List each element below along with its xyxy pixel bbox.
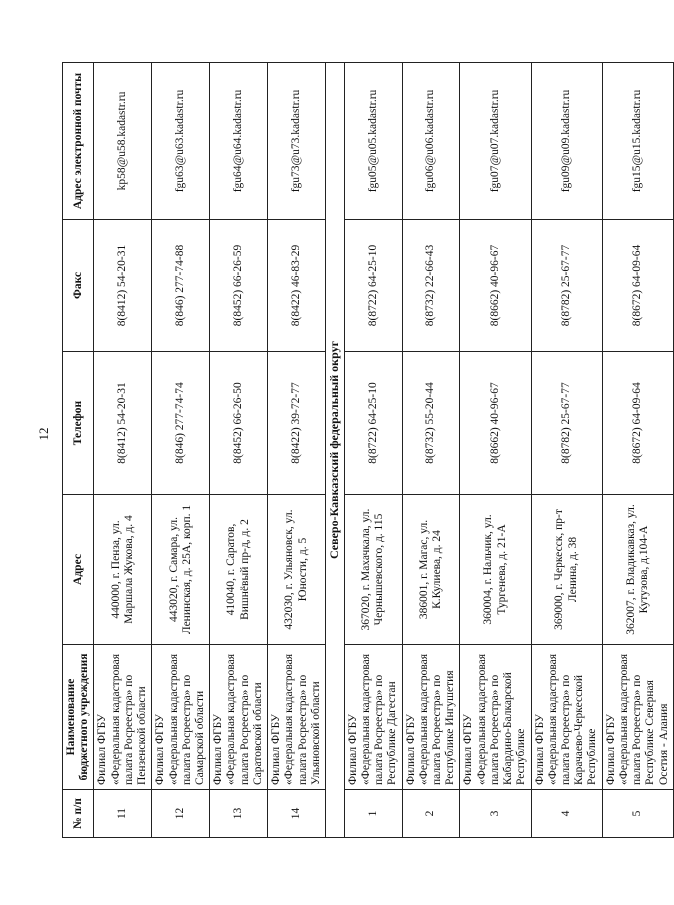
- row-number: 12: [152, 790, 210, 838]
- address: 367020, г. Махачкала, ул. Чернышевского, д. 115: [344, 495, 402, 645]
- phone: 8(8452) 66-26-50: [210, 352, 268, 495]
- table-row: [402, 63, 460, 838]
- address: 432030, г. Ульяновск, ул. Юности, д. 5: [268, 495, 326, 645]
- row-number: 13: [210, 790, 268, 838]
- table-row: [344, 63, 402, 838]
- phone: 8(8732) 55-20-44: [402, 352, 460, 495]
- institution-name: Филиал ФГБУ «Федеральная кадастровая палата Росреестра» по Ульяновской области: [268, 645, 326, 790]
- institution-name: Филиал ФГБУ «Федеральная кадастровая палата Росреестра» по Самарской области: [152, 645, 210, 790]
- phone: 8(8782) 25-67-77: [531, 352, 602, 495]
- header-phone: Телефон: [63, 352, 94, 495]
- row-number: 1: [344, 790, 402, 838]
- table-row: [210, 63, 268, 838]
- email: fgu05@u05.kadastr.ru: [344, 63, 402, 220]
- institution-name: Филиал ФГБУ «Федеральная кадастровая палата Росреестра» по Республике Ингушетия: [402, 645, 460, 790]
- phone: 8(8422) 39-72-77: [268, 352, 326, 495]
- email: fgu09@u09.kadastr.ru: [531, 63, 602, 220]
- table-row: [268, 63, 326, 838]
- fax: 8(8672) 64-09-64: [602, 220, 673, 352]
- email: fgu06@u06.kadastr.ru: [402, 63, 460, 220]
- row-number: 4: [531, 790, 602, 838]
- institution-name: Филиал ФГБУ «Федеральная кадастровая палата Росреестра» по Саратовской области: [210, 645, 268, 790]
- section-row: [325, 63, 344, 838]
- row-number: 11: [94, 790, 152, 838]
- row-number: 5: [602, 790, 673, 838]
- address: 443020, г. Самара, ул. Ленинская, д. 25А, корп. 1: [152, 495, 210, 645]
- phone: 8(8412) 54-20-31: [94, 352, 152, 495]
- email: fgu15@u15.kadastr.ru: [602, 63, 673, 220]
- table-row: [152, 63, 210, 838]
- institution-name: Филиал ФГБУ «Федеральная кадастровая палата Росреестра» по Пензенской области: [94, 645, 152, 790]
- header-number: № п/п: [63, 790, 94, 838]
- rotated-table-container: [62, 63, 670, 838]
- fax: 8(846) 277-74-88: [152, 220, 210, 352]
- row-number: 14: [268, 790, 326, 838]
- phone: 8(8662) 40-96-67: [460, 352, 531, 495]
- address: 362007, г. Владикавказ, ул. Кутузова, д.104-А: [602, 495, 673, 645]
- table-row: [602, 63, 673, 838]
- page-number: 12: [36, 427, 51, 441]
- row-number: 2: [402, 790, 460, 838]
- fax: 8(8452) 66-26-59: [210, 220, 268, 352]
- address: 386001, г. Магас, ул. К.Кулиева, д. 24: [402, 495, 460, 645]
- header-name: Наименование бюджетного учреждения: [63, 645, 94, 790]
- email: fgu73@u73.kadastr.ru: [268, 63, 326, 220]
- fax: 8(8722) 64-25-10: [344, 220, 402, 352]
- fax: 8(8422) 46-83-29: [268, 220, 326, 352]
- header-email: Адрес электронной почты: [63, 63, 94, 220]
- institution-name: Филиал ФГБУ «Федеральная кадастровая палата Росреестра» по Республике Дагестан: [344, 645, 402, 790]
- email: fgu64@u64.kadastr.ru: [210, 63, 268, 220]
- section-title: Северо-Кавказский федеральный округ: [325, 63, 344, 838]
- header-fax: Факс: [63, 220, 94, 352]
- address: 369000, г. Черкесск, пр-т Ленина, д. 38: [531, 495, 602, 645]
- header-address: Адрес: [63, 495, 94, 645]
- fax: 8(8662) 40-96-67: [460, 220, 531, 352]
- address: 410040, г. Саратов, Вишнёвый пр-д, д. 2: [210, 495, 268, 645]
- email: fgu07@u07.kadastr.ru: [460, 63, 531, 220]
- phone: 8(8722) 64-25-10: [344, 352, 402, 495]
- phone: 8(846) 277-74-74: [152, 352, 210, 495]
- header-row: [63, 63, 94, 838]
- table-row: [531, 63, 602, 838]
- table-row: [94, 63, 152, 838]
- institution-name: Филиал ФГБУ «Федеральная кадастровая палата Росреестра» по Карачаево-Черкесской Республике: [531, 645, 602, 790]
- fax: 8(8732) 22-66-43: [402, 220, 460, 352]
- row-number: 3: [460, 790, 531, 838]
- phone: 8(8672) 64-09-64: [602, 352, 673, 495]
- fax: 8(8412) 54-20-31: [94, 220, 152, 352]
- table-row: [460, 63, 531, 838]
- branch-table: [62, 62, 674, 838]
- address: 440000, г. Пенза, ул. Маршала Жукова, д. 4: [94, 495, 152, 645]
- email: kp58@u58.kadastr.ru: [94, 63, 152, 220]
- address: 360004, г. Нальчик, ул. Тургенева, д. 21-А: [460, 495, 531, 645]
- fax: 8(8782) 25-67-77: [531, 220, 602, 352]
- institution-name: Филиал ФГБУ «Федеральная кадастровая палата Росреестра» по Кабардино-Балкарской Республике: [460, 645, 531, 790]
- email: fgu63@u63.kadastr.ru: [152, 63, 210, 220]
- institution-name: Филиал ФГБУ «Федеральная кадастровая палата Росреестра» по Республике Северная Осетия - Алания: [602, 645, 673, 790]
